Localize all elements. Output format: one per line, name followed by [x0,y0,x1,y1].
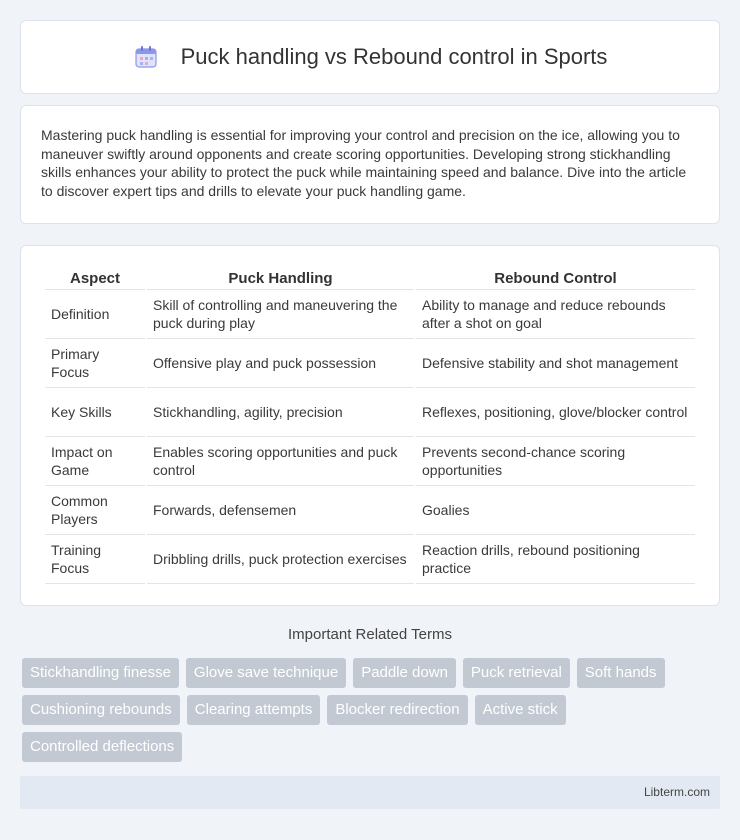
header-aspect: Aspect [45,266,145,290]
table-cell: Enables scoring opportunities and puck control [147,437,414,486]
related-term-tag[interactable]: Stickhandling finesse [22,658,179,688]
table-cell: Defensive stability and shot management [416,339,695,388]
table-row [45,290,695,339]
related-term-tag[interactable]: Cushioning rebounds [22,695,180,725]
table-cell: Common Players [45,486,145,535]
related-terms-list [22,658,722,769]
table-row [45,437,695,486]
table-cell: Stickhandling, agility, precision [147,388,414,437]
comparison-table-card [20,245,720,606]
intro-card [20,105,720,224]
table-row [45,388,695,437]
related-term-tag[interactable]: Active stick [475,695,566,725]
table-cell: Forwards, defensemen [147,486,414,535]
related-term-tag[interactable]: Puck retrieval [463,658,570,688]
table-cell: Ability to manage and reduce rebounds after a shot on goal [416,290,695,339]
header-rebound-control: Rebound Control [416,266,695,290]
table-cell: Skill of controlling and maneuvering the puck during play [147,290,414,339]
related-term-tag[interactable]: Blocker redirection [327,695,467,725]
table-cell: Key Skills [45,388,145,437]
table-cell: Primary Focus [45,339,145,388]
related-terms-heading: Important Related Terms [288,626,452,643]
related-term-tag[interactable]: Soft hands [577,658,665,688]
related-term-tag[interactable]: Clearing attempts [187,695,321,725]
table-cell: Prevents second-chance scoring opportunities [416,437,695,486]
table-row [45,535,695,584]
table-cell: Dribbling drills, puck protection exercises [147,535,414,584]
table-cell: Goalies [416,486,695,535]
table-cell: Training Focus [45,535,145,584]
footer-site-link[interactable]: Libterm.com [643,785,710,799]
related-term-tag[interactable]: Glove save technique [186,658,346,688]
table-cell: Offensive play and puck possession [147,339,414,388]
table-row [45,339,695,388]
table-header-row [45,266,695,290]
table-cell: Impact on Game [45,437,145,486]
table-row [45,486,695,535]
table-cell: Reflexes, positioning, glove/blocker control [416,388,695,437]
title-card [20,20,720,94]
table-cell: Definition [45,290,145,339]
footer [20,776,720,809]
calendar-icon [133,44,159,70]
header-puck-handling: Puck Handling [147,266,414,290]
page-title: Puck handling vs Rebound control in Sports [180,44,608,69]
related-term-tag[interactable]: Controlled deflections [22,732,182,762]
table-cell: Reaction drills, rebound positioning practice [416,535,695,584]
related-term-tag[interactable]: Paddle down [353,658,456,688]
comparison-table [43,266,697,584]
intro-text: Mastering puck handling is essential for improving your control and precision on the ice, allowing you to maneuver swiftly around opponents and create scoring opportunities. Developing strong stickhandling skills enhances your ability to protect the puck while maintaining speed and balance. Dive into the article to discover expert tips and drills to elevate your puck handling game. [41,127,687,199]
